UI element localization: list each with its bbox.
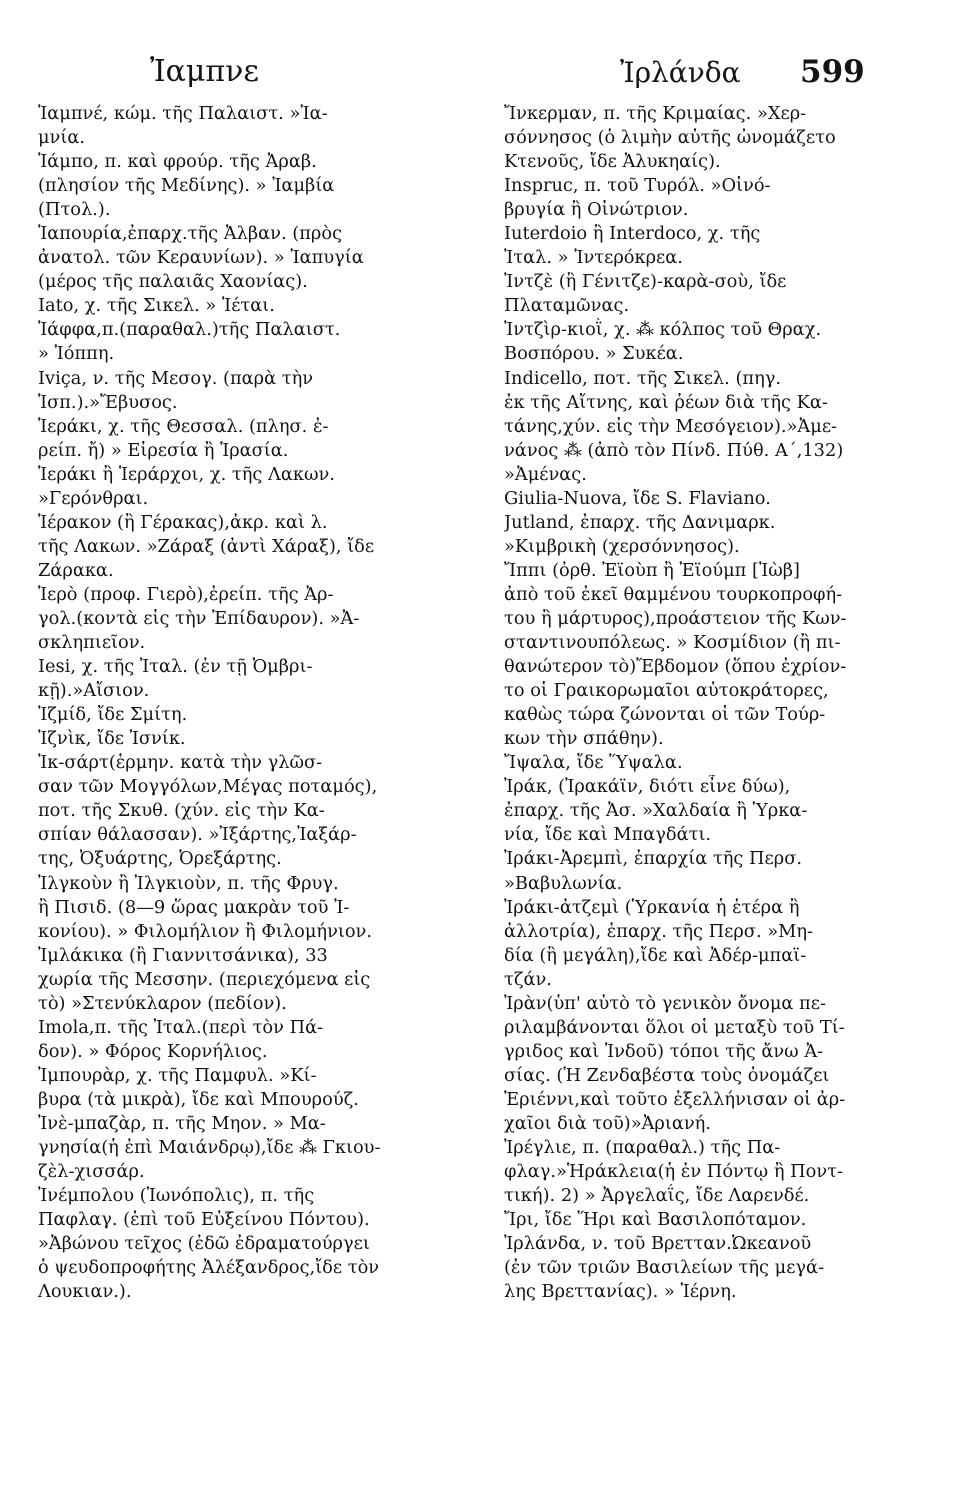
entry-line: Iviça, ν. τῆς Μεσογ. (παρὰ τὴν (38, 367, 314, 389)
entry-line: Ἐριέννι,καὶ τοῦτο ἐξελλήνισαν οἱ ἀρ- (504, 1088, 846, 1110)
entry-line: τζάν. (504, 968, 552, 990)
entry-line: Ἴρι, ἴδε Ἥρι καὶ Βασιλοπόταμον. (504, 1209, 807, 1231)
entry-line: ριλαμβάνονται ὅλοι οἱ μεταξὺ τοῦ Τί- (504, 1016, 845, 1038)
entry-line: (ἐν τῶν τριῶν Βασιλείων τῆς μεγά- (504, 1257, 825, 1279)
entry-line: Κτενοῦς, ἴδε Ἀλυκηαίς). (504, 151, 721, 173)
entry-line: Giulia-Nuova, ἴδε S. Flaviano. (504, 487, 771, 509)
entry-line: τῆς Λακων. »Ζάραξ (ἀντὶ Χάραξ), ἴδε (38, 535, 375, 557)
entry-line: Βοσπόρου. » Συκέα. (504, 343, 684, 365)
entry-line: Iuterdoio ἢ Interdoco, χ. τῆς (504, 223, 761, 245)
dictionary-entry (38, 727, 463, 751)
entry-line: Ἰάφφα,π.(παραθαλ.)τῆς Παλαιστ. (38, 319, 341, 341)
dictionary-entry (504, 102, 929, 174)
entry-line: ζὲλ-χισσάρ. (38, 1161, 145, 1183)
entry-line: θανώτερον τὸ)Ἔβδομον (ὅπου ἐχρίον- (504, 656, 847, 678)
entry-line: »Κιμβρικὴ (χερσόννησος). (504, 535, 740, 557)
entry-line: Ἰρὰν(ὑπ' αὐτὸ τὸ γενικὸν ὄνομα πε- (504, 992, 826, 1014)
entry-line: Ἰρλάνδα, ν. τοῦ Βρετταν.Ὠκεανοῦ (504, 1233, 812, 1255)
dictionary-entry (38, 511, 463, 583)
dictionary-entry (504, 1208, 929, 1232)
entry-line: βυρα (τὰ μικρὰ), ἴδε καὶ Μπουρούζ. (38, 1088, 359, 1110)
entry-line: κῇ).»Αἴσιον. (38, 680, 150, 702)
dictionary-entry (38, 655, 463, 703)
entry-line: »Ἀβώνου τεῖχος (ἐδῶ ἐδραματούργει (38, 1233, 370, 1255)
entry-line: γολ.(κοντὰ εἰς τὴν Ἐπίδαυρον). »Ἀ- (38, 607, 360, 629)
entry-line: Ἰνὲ-μπαζὰρ, π. τῆς Μηον. » Μα- (38, 1112, 326, 1134)
entry-line: Ἱέρακον (ἢ Γέρακας),ἀκρ. καὶ λ. (38, 511, 328, 533)
entry-line: του ἢ μάρτυρος),προάστειον τῆς Κων- (504, 607, 847, 629)
entry-line: ἐπαρχ. τῆς Ἀσ. »Χαλδαία ἢ Ὑρκα- (504, 800, 808, 822)
entry-line: Ἰταλ. » Ἰντερόκρεα. (504, 247, 683, 269)
dictionary-entry (504, 270, 929, 318)
entry-line: καθὼς τώρα ζώνονται οἱ τῶν Τούρ- (504, 704, 826, 726)
dictionary-entry (504, 992, 929, 1136)
entry-line: σπίαν θάλασσαν). »Ἰξάρτης,Ἰαξάρ- (38, 824, 357, 846)
entry-line: (μέρος τῆς παλαιᾶς Χαονίας). (38, 271, 308, 293)
dictionary-entry (504, 751, 929, 775)
entry-line: (Πτολ.). (38, 199, 111, 221)
dictionary-entry (38, 318, 463, 366)
entry-line: Ἰράκ, (Ἰρακάϊν, διότι εἶνε δύω), (504, 776, 791, 798)
entry-line: Ἰρέγλιε, π. (παραθαλ.) τῆς Πα- (504, 1137, 781, 1159)
entry-line: Πλαταμῶνας. (504, 295, 630, 317)
entry-line: Ἴνκερμαν, π. τῆς Κριμαίας. »Χερ- (504, 103, 807, 124)
entry-line: γριδος καὶ Ἰνδοῦ) τόποι τῆς ἄνω Ἀ- (504, 1040, 824, 1062)
entry-line: της, Ὀξυάρτης, Ὀρεξάρτης. (38, 848, 282, 870)
dictionary-entry (504, 487, 929, 511)
dictionary-entry (504, 174, 929, 222)
left-column (38, 102, 463, 1304)
entry-line: Indicello, ποτ. τῆς Σικελ. (πηγ. (504, 367, 782, 389)
dictionary-entry (38, 1016, 463, 1064)
entry-line: Jutland, ἐπαρχ. τῆς Δανιμαρκ. (504, 511, 776, 533)
entry-line: Ἰντζὶρ-κιοῒ, χ. ⁂ κόλπος τοῦ Θραχ. (504, 319, 822, 341)
right-running-headword: Ἰρλάνδα (620, 56, 741, 89)
entry-line: Ἴψαλα, ἴδε Ὕψαλα. (504, 752, 683, 774)
dictionary-entry (38, 415, 463, 463)
dictionary-entry (504, 1136, 929, 1208)
dictionary-entry (38, 294, 463, 318)
entry-line: λης Βρεττανίας). » Ἰέρνη. (504, 1281, 737, 1303)
entry-line: Λουκιαν.). (38, 1281, 132, 1303)
entry-line: χαῖοι διὰ τοῦ)»Ἀριανή. (504, 1112, 711, 1134)
entry-line: Ἰζμίδ, ἴδε Σμίτη. (38, 704, 188, 726)
dictionary-entry (38, 751, 463, 871)
entry-line: μνία. (38, 127, 85, 149)
entry-line: Imola,π. τῆς Ἰταλ.(περὶ τὸν Πά- (38, 1016, 324, 1038)
entry-line: κονίου). » Φιλομήλιον ἢ Φιλομήνιον. (38, 920, 373, 942)
entry-line: Ἰλγκοὺν ἢ Ἰλγκιοὺν, π. τῆς Φρυγ. (38, 872, 339, 894)
entry-line: ἀπὸ τοῦ ἐκεῖ θαμμένου τουρκοπροφή- (504, 583, 843, 605)
entry-line: ὁ ψευδοπροφήτης Ἀλέξανδρος,ἴδε τὸν (38, 1257, 380, 1279)
entry-line: »Βαβυλωνία. (504, 872, 623, 894)
entry-line: Ἰντζὲ (ἢ Γένιτζε)-καρὰ-σοὺ, ἴδε (504, 271, 787, 293)
entry-line: τική). 2) » Ἀργελαΐς, ἴδε Λαρενδέ. (504, 1185, 810, 1207)
entry-line: φλαγ.»Ἡράκλεια(ἡ ἐν Πόντῳ ἢ Ποντ- (504, 1161, 843, 1183)
entry-line: δον). » Φόρος Κορνήλιος. (38, 1040, 268, 1062)
entry-line: ἀνατολ. τῶν Κεραυνίων). » Ἰαπυγία (38, 247, 364, 269)
dictionary-entry (504, 896, 929, 992)
entry-line: Ἰνέμπολου (Ἰωνόπολις), π. τῆς (38, 1185, 315, 1207)
entry-line: κων τὴν σπάθην). (504, 728, 664, 750)
entry-line: χωρία τῆς Μεσσην. (περιεχόμενα εἰς (38, 968, 371, 990)
dictionary-entry (504, 511, 929, 559)
entry-line: Ἰράκι-ἀτζεμὶ (Ὑρκανία ἡ ἑτέρα ἢ (504, 896, 800, 918)
dictionary-entry (38, 222, 463, 294)
dictionary-entry (38, 583, 463, 655)
entry-line: Ἱεράκι, χ. τῆς Θεσσαλ. (πλησ. ἐ- (38, 415, 329, 437)
entry-line: Ἰζνὶκ, ἴδε Ἰσνίκ. (38, 728, 186, 750)
entry-line: Ἰμλάκικα (ἢ Γιαννιτσάνικα), 33 (38, 944, 328, 966)
entry-line: » Ἰόππη. (38, 343, 115, 365)
page-header (0, 50, 969, 100)
right-column (504, 102, 929, 1304)
entry-line: Ἰράκι-Ἀρεμπὶ, ἐπαρχία τῆς Περσ. (504, 848, 803, 870)
dictionary-entry (38, 872, 463, 944)
entry-line: Ἰκ-σάρτ(ἑρμην. κατὰ τὴν γλῶσ- (38, 752, 323, 774)
entry-line: σίας. (Ἡ Ζενδαβέστα τοὺς ὀνομάζει (504, 1064, 830, 1086)
dictionary-entry (38, 102, 463, 150)
dictionary-entry (38, 944, 463, 1016)
entry-line: »Ἀμένας. (504, 463, 587, 485)
entry-line: Iesi, χ. τῆς Ἰταλ. (ἐν τῇ Ὀμβρι- (38, 656, 313, 678)
entry-line: Ἰαμπνέ, κώμ. τῆς Παλαιστ. »Ἰα- (38, 103, 328, 124)
entry-line: (πλησίον τῆς Μεδίνης). » Ἰαμβία (38, 175, 335, 197)
entry-line: Ἰαπουρία,ἐπαρχ.τῆς Ἀλβαν. (πρὸς (38, 223, 343, 245)
entry-line: σκληπιεῖον. (38, 632, 146, 654)
entry-line: Ἰμπουρὰρ, χ. τῆς Παμφυλ. »Κί- (38, 1064, 317, 1086)
entry-line: νία, ἴδε καὶ Μπαγδάτι. (504, 824, 712, 846)
entry-line: Ζάρακα. (38, 559, 114, 581)
entry-line: Ἱερὸ (προφ. Γιερὸ),ἐρείπ. τῆς Ἀρ- (38, 583, 334, 605)
entry-line: ρείπ. ἤ) » Εἰρεσία ἢ Ἱρασία. (38, 439, 289, 461)
left-running-headword: Ἰαμπνε (150, 54, 259, 89)
entry-line: Παφλαγ. (ἐπὶ τοῦ Εὐξείνου Πόντου). (38, 1209, 370, 1231)
dictionary-entry (504, 559, 929, 751)
dictionary-entry (504, 847, 929, 895)
entry-line: Iato, χ. τῆς Σικελ. » Ἰέται. (38, 295, 275, 317)
dictionary-entry (38, 703, 463, 727)
dictionary-entry (504, 1232, 929, 1304)
dictionary-entry (38, 367, 463, 415)
entry-line: Ἰάμπο, π. καὶ φρούρ. τῆς Ἀραβ. (38, 151, 317, 173)
entry-line: Ἴππι (ὀρθ. Ἐϊοὺπ ἢ Ἐϊούμπ [Ἰὼβ] (504, 559, 800, 581)
dictionary-entry (38, 1184, 463, 1304)
entry-line: »Γερόνθραι. (38, 487, 149, 509)
entry-line: Inspruc, π. τοῦ Τυρόλ. »Οἰνό- (504, 175, 771, 197)
dictionary-entry (38, 150, 463, 222)
entry-line: σόννησος (ὁ λιμὴν αὐτῆς ὠνομάζετο (504, 127, 836, 149)
dictionary-entry (504, 775, 929, 847)
page-number: 599 (800, 54, 865, 90)
entry-line: τὸ) »Στενύκλαρον (πεδίον). (38, 992, 287, 1014)
dictionary-entry (38, 463, 463, 511)
entry-line: τάνης,χύν. εἰς τὴν Μεσόγειον).»Ἀμε- (504, 415, 838, 437)
dictionary-entry (38, 1112, 463, 1184)
entry-line: ἀλλοτρία), ἐπαρχ. τῆς Περσ. »Μη- (504, 920, 813, 942)
entry-line: σαν τῶν Μογγόλων,Μέγας ποταμός), (38, 776, 378, 798)
entry-line: ἐκ τῆς Αἴτνης, καὶ ῥέων διὰ τῆς Κα- (504, 391, 828, 413)
dictionary-entry (504, 318, 929, 366)
entry-line: σταντινουπόλεως. » Κοσμίδιον (ἢ πι- (504, 632, 841, 654)
entry-line: ποτ. τῆς Σκυθ. (χύν. εἰς τὴν Κα- (38, 800, 325, 822)
dictionary-entry (38, 1064, 463, 1112)
dictionary-entry (504, 222, 929, 270)
entry-line: γνησία(ἡ ἐπὶ Μαιάνδρῳ),ἴδε ⁂ Γκιου- (38, 1137, 381, 1159)
entry-line: νάνος ⁂ (ἀπὸ τὸν Πίνδ. Πύθ. Α΄,132) (504, 439, 844, 461)
entry-line: Ἱσπ.).»Ἔβυσος. (38, 391, 178, 413)
dictionary-entry (504, 367, 929, 487)
entry-line: Ἱεράκι ἢ Ἱεράρχοι, χ. τῆς Λακων. (38, 463, 335, 485)
entry-line: το οἱ Γραικορωμαῖοι αὐτοκράτορες, (504, 680, 829, 702)
entry-line: βρυγία ἢ Οἰνώτριον. (504, 199, 689, 221)
entry-line: ἢ Πισιδ. (8—9 ὥρας μακρὰν τοῦ Ἰ- (38, 896, 350, 918)
entry-line: δία (ἢ μεγάλη),ἴδε καὶ Ἀδέρ-μπαϊ- (504, 944, 807, 966)
